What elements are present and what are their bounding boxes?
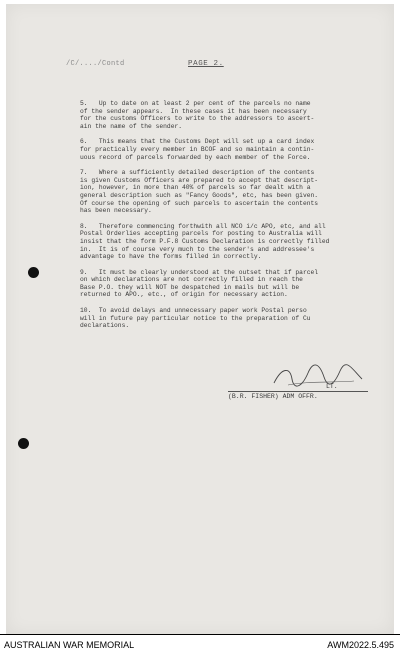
paragraph-6: 6. This means that the Customs Dept will set up a card index for practically every member in BCOF and so maintain a contin- uous record of parcels forwarded by each member of the Force. [80, 138, 315, 161]
handwritten-signature [268, 361, 368, 391]
paragraph-7: 7. Where a sufficiently detailed description of the contents is given Customs Officers are prepared to accept that descript- ion, however, in more than 40% of parcels so far dealt with a general description such as "Fancy Goods", etc, has been given. Of course the opening of such parcels to ascertain the contents has been necessary. [80, 169, 319, 215]
archive-footer [0, 634, 400, 654]
signature-line [228, 391, 368, 392]
letter-body [80, 100, 382, 338]
paragraph-5: 5. Up to date on at least 2 per cent of the parcels no name of the sender appears. In these cases it has been necessary for the customs Officers to write to the addressors to ascert- ain the name of the sender. [80, 100, 315, 130]
page-number: PAGE 2. [188, 60, 224, 68]
reference-header: /C/..../Contd [66, 60, 125, 68]
paragraph-10: 10. To avoid delays and unnecessary paper work Postal perso will in future pay particular notice to the preparation of Cu declarations. [80, 307, 311, 330]
punch-hole-bottom [18, 438, 29, 449]
signature-rank: LT. [326, 383, 338, 390]
signature-name: (B.R. FISHER) ADM OFFR. [228, 393, 318, 400]
accession-number: AWM2022.5.495 [327, 640, 394, 650]
punch-hole-top [28, 267, 39, 278]
paragraph-8: 8. Therefore commencing forthwith all NCO i/c APO, etc, and all Postal Orderlies accepting parcels for posting to Australia will insist that the form P.F.8 Customs Declaration is correctly filled in. It is of course very much to the sender's and addressee's advantage to have the forms filled in correctly. [80, 222, 330, 261]
paragraph-9: 9. It must be clearly understood at the outset that if parcel on which declarations are not correctly filled in reach the Base P.O. they will NOT be despatched in mails but will be returned to APO., etc., of origin for necessary action. [80, 268, 319, 299]
document-sheet [6, 4, 394, 634]
archive-name: AUSTRALIAN WAR MEMORIAL [4, 640, 135, 650]
